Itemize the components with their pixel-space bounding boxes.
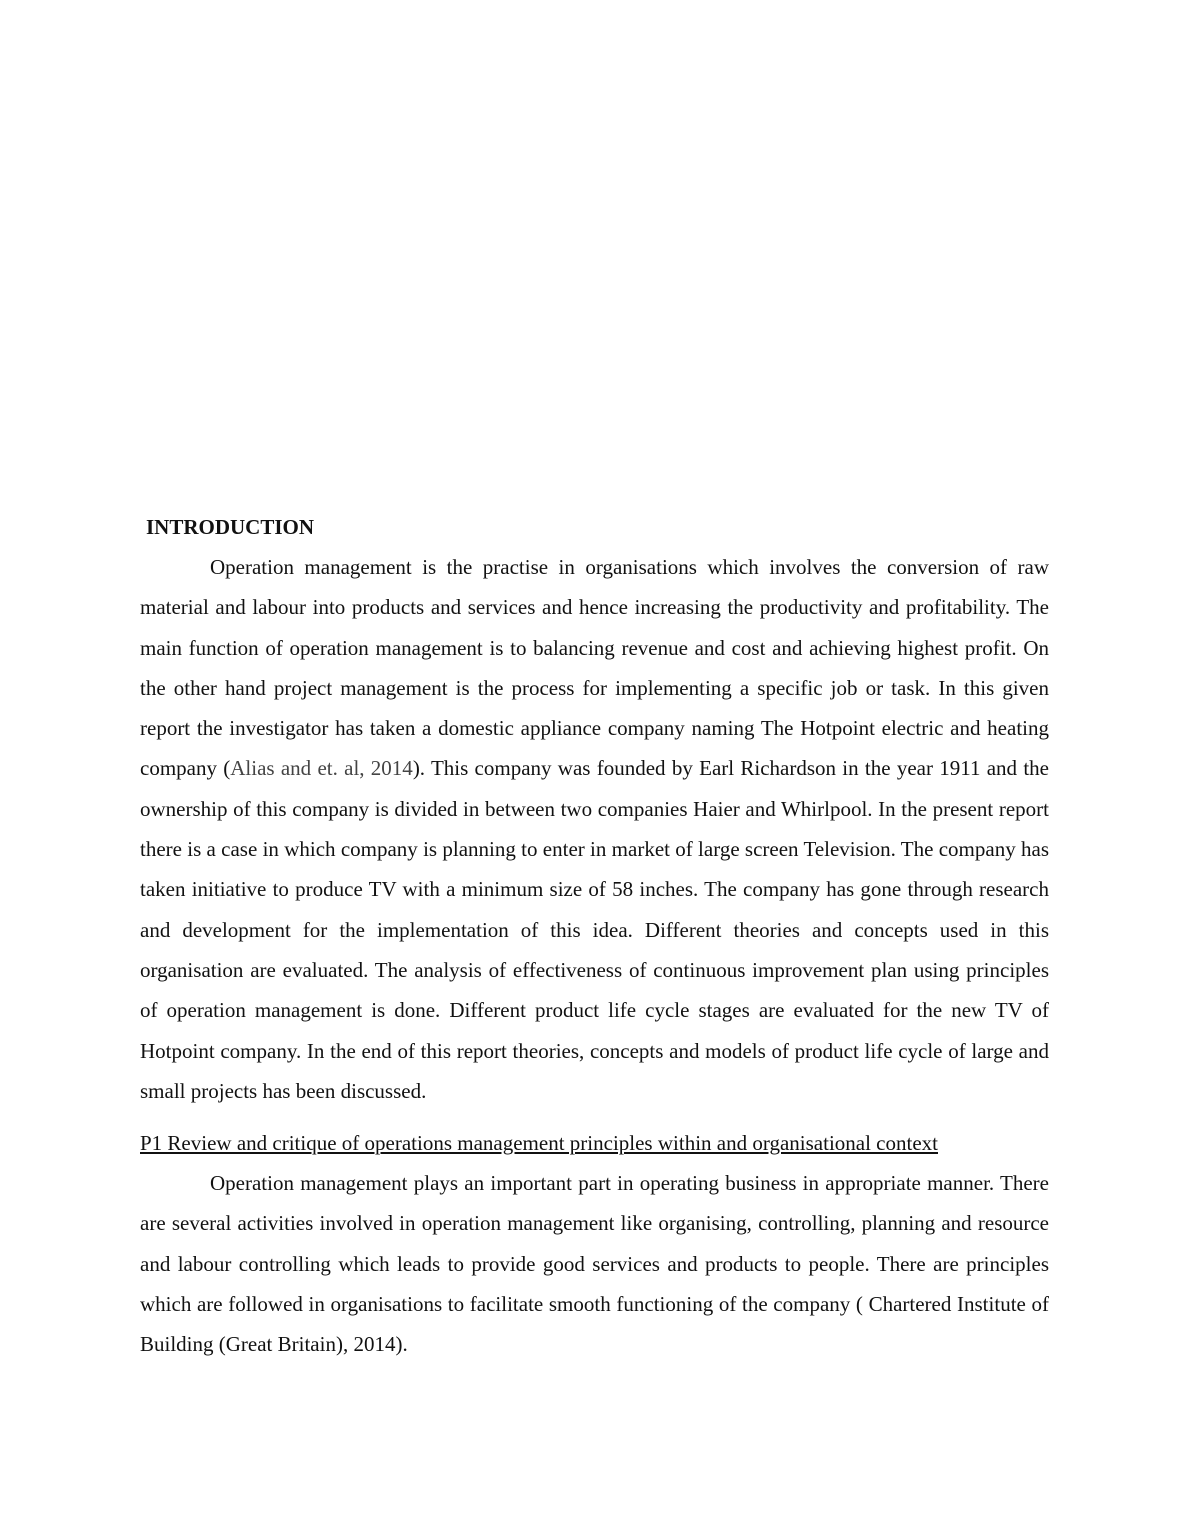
intro-citation: Alias and et. al, 2014 [230,756,413,781]
section-p1-body [140,1163,1049,1363]
introduction-paragraph [140,547,1049,1111]
page-content [140,512,1049,1363]
intro-text-part1: Operation management is the practise in organisations which involves the conversion of raw material and labour into products and services and hence increasing the productivity and profitability. The main function of operation management is to balancing revenue and cost and achieving highest profit. On the other hand project management is the process for implementing a specific job or task. In this given report the investigator has taken a domestic appliance company naming The Hotpoint electric and heating company ( [140,555,1049,781]
section-p1-paragraph: Operation management plays an important part in operating business in appropriate manner. There are several activities involved in operation management like organising, controlling, planning and resource and labour controlling which leads to provide good services and products to people. There are principles which are followed in organisations to facilitate smooth functioning of the company ( Chartered Institute of Building (Great Britain), 2014). [140,1171,1049,1357]
section-p1-heading: P1 Review and critique of operations management principles within and organisational context [140,1131,938,1156]
intro-text-part2: ). This company was founded by Earl Richardson in the year 1911 and the ownership of this company is divided in between two companies Haier and Whirlpool. In the present report there is a case in which company is planning to enter in market of large screen Television. The company has taken initiative to produce TV with a minimum size of 58 inches. The company has gone through research and development for the implementation of this idea. Different theories and concepts used in this organisation are evaluated. The analysis of effectiveness of continuous improvement plan using principles of operation management is done. Different product life cycle stages are evaluated for the new TV of Hotpoint company. In the end of this report theories, concepts and models of product life cycle of large and small projects has been discussed. [140,756,1049,1103]
introduction-heading: INTRODUCTION [146,515,315,539]
